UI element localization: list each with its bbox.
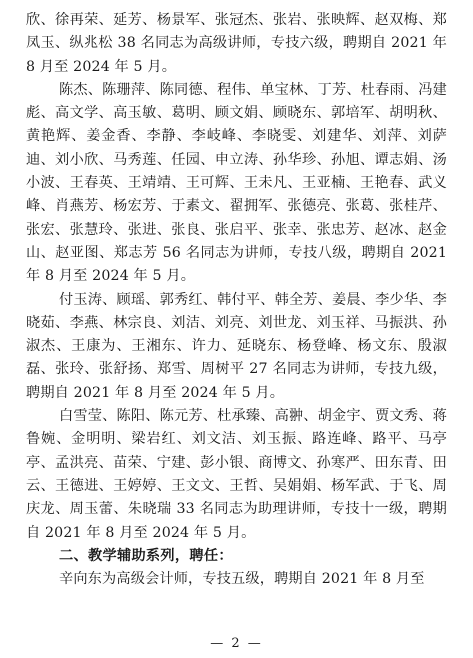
appointment-paragraph-assistant-lecturers: 白雪莹、陈阳、陈元芳、杜承臻、高翀、胡金宇、贾文秀、蒋鲁婉、金明明、梁岩红、刘文洁、刘玉振、路连峰、路平、马亭亭、孟洪亮、苗荣、宁建、彭小银、商博文、孙寒严、田东青、田云、王德进、王婷婷、王文文、王哲、吴娟娟、杨军武、于飞、周庆龙、周玉蕾、朱晓瑞 33 名同志为助理讲师，专技十一级，聘期自 2021 年 8 月至 2024 年 5 月。 (26, 408, 447, 541)
appointment-paragraph-lecturers-level-8: 陈杰、陈珊萍、陈同德、程伟、单宝林、丁芳、杜春雨、冯建彪、高文学、高玉敏、葛明、顾文娟、顾晓东、郭培军、胡明秋、黄艳辉、姜金香、李静、李岐峰、李晓雯、刘建华、刘萍、刘萨迪、刘小欣、马秀莲、任园、申立涛、孙华珍、孙旭、谭志娟、汤小波、王春英、王靖靖、王可辉、王未凡、王亚楠、王艳春、武义峰、肖燕芳、杨宏芳、于素文、翟拥军、张德亮、张葛、张桂芹、张宏、张慧玲、张进、张良、张启平、张幸、张忠芳、赵冰、赵金山、赵亚图、郑志芳 56 名同志为讲师，专技八级，聘期自 2021 年 8 月至 2024 年 5 月。 (26, 81, 447, 285)
appointment-paragraph-senior-accountant: 辛向东为高级会计师，专技五级，聘期自 2021 年 8 月至 (59, 571, 425, 588)
appointment-paragraph-senior-lecturers: 欣、徐再荣、延芳、杨景军、张冠杰、张岩、张映辉、赵双梅、郑凤玉、纵兆松 38 名同志为高级讲师，专技六级，聘期自 2021 年 8 月至 2024 年 5 月。 (26, 12, 447, 75)
section-heading-teaching-support: 二、教学辅助系列，聘任： (59, 547, 233, 564)
page-number: — 2 — (210, 636, 263, 651)
appointment-paragraph-lecturers-level-9: 付玉涛、顾瑶、郭秀红、韩付平、韩全芳、姜晨、李少华、李晓茹、李燕、林宗良、刘洁、刘亮、刘世龙、刘玉祥、马振洪、孙淑杰、王康为、王湘东、许力、延晓东、杨登峰、杨文东、殷淑磊、张玲、张舒扬、郑雪、周树平 27 名同志为讲师，专技九级，聘期自 2021 年 8 月至 2024 年 5 月。 (26, 291, 447, 401)
